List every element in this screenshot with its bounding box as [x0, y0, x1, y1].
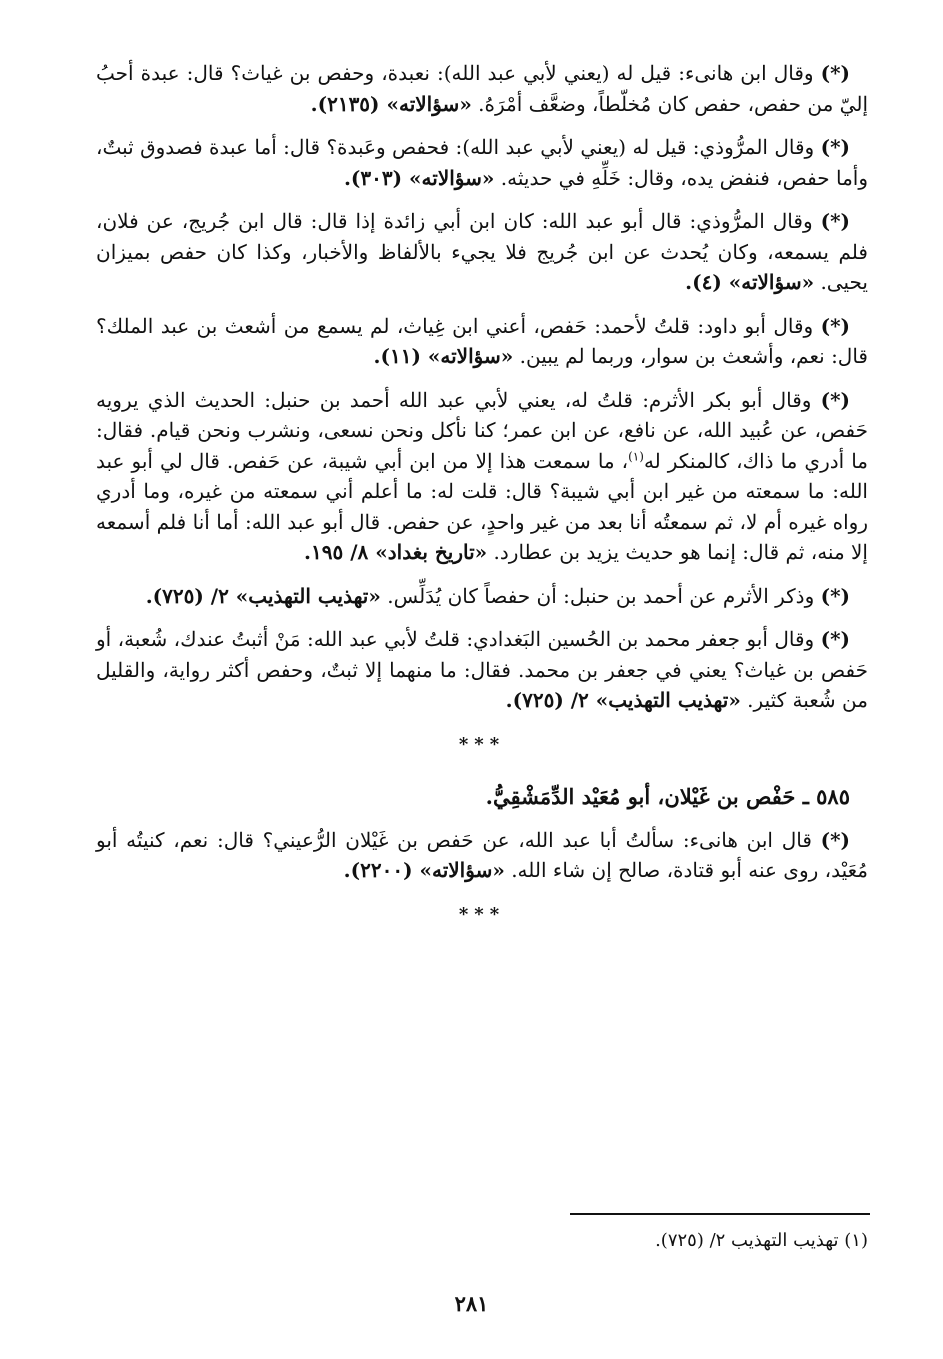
- section-separator: ***: [458, 733, 506, 755]
- paragraph-marker: (*): [820, 209, 850, 233]
- paragraph-marker: (*): [820, 827, 850, 852]
- paragraph-3: [96, 206, 868, 298]
- citation: «سؤالاته» (٤).: [685, 270, 815, 294]
- paragraph-text: وقال أبو داود: قلتُ لأحمد: حَفص، أعني ابن غِياث، لم يسمع من أشعث بن عبد الملك؟ قال: نعم، وأشعث بن سوار، وربما لم يبين.: [96, 313, 868, 368]
- citation: «سؤالاته» (١١).: [373, 344, 514, 368]
- paragraph-text: وذكر الأثرم عن أحمد بن حنبل: أن حفصاً كان يُدَلِّس.: [380, 583, 821, 608]
- citation: «سؤالاته» (٢١٣٥).: [310, 91, 472, 116]
- paragraph-6: [96, 581, 868, 612]
- paragraph-1: [96, 58, 868, 119]
- entry-heading: ٥٨٥ ـ حَفْص بن غَيْلان، أبو مُعَيْد الدِّمَشْقِيُّ.: [485, 784, 850, 809]
- paragraph-text: وقال أبو بكر الأثرم: قلتُ له، يعني لأبي عبد الله أحمد بن حنبل: الحديث الذي يرويه حَفص، عن عُبيد الله، عن نافع، عن ابن عمر؛ كنا نأكل ونحن نسعى، ونشرب ونحن قيام. فقال: ما أدري ما ذاك، كالمنكر له: [96, 387, 869, 473]
- citation: «سؤالاته» (٢٢٠٠).: [343, 858, 505, 882]
- paragraph-2: [96, 132, 868, 193]
- paragraph-5: [96, 385, 868, 568]
- paragraph-marker: (*): [820, 387, 850, 412]
- citation: «تاريخ بغداد» ٨/ ١٩٥.: [304, 540, 488, 564]
- paragraph-text: وقال المرُّوذي: قيل له (يعني لأبي عبد الله): فحفص وعَبدة؟ قال: أما عبدة فصدوق ثبتٌ، وأما حفص، فنفض يده، وقال: خَلِّهِ في حديثه.: [96, 135, 868, 190]
- main-text: [96, 58, 868, 952]
- citation: «تهذيب التهذيب» ٢/ (٧٢٥).: [145, 583, 381, 608]
- paragraph-marker: (*): [820, 583, 850, 608]
- paragraph-4: [96, 311, 868, 372]
- paragraph-marker: (*): [820, 313, 850, 338]
- footnote: (١) تهذيب التهذيب ٢/ (٧٢٥).: [655, 1230, 868, 1251]
- paragraph-marker: (*): [820, 627, 850, 651]
- paragraph-text: وقال ابن هانىء: قيل له (يعني لأبي عبد الله): نعبدة، وحفص بن غياث؟ قال: عبدة أحبُ إليّ من حفص، حفص كان مُخلّطاً، وضعَّف أمْرَهُ.: [96, 61, 868, 116]
- entry-paragraph: [96, 825, 868, 886]
- paragraph-7: [96, 624, 868, 716]
- citation: «سؤالاته» (٣٠٣).: [343, 165, 495, 190]
- page-number: ٢٨١: [454, 1291, 489, 1316]
- paragraph-text: وقال أبو جعفر محمد بن الحُسين البَغدادي: قلتُ لأبي عبد الله: مَنْ أثبتُ عندك، شُعبة، أو حَفص بن غياث؟ يعني في جعفر بن محمد. فقال: ما منهما إلا ثبتٌ، وحفص أكثر رواية، والقليل من شُعبة كثير.: [96, 627, 868, 712]
- footnote-divider: [570, 1213, 870, 1215]
- citation: «تهذيب التهذيب» ٢/ (٧٢٥).: [505, 688, 741, 712]
- paragraph-text: وقال المرُّوذي: قال أبو عبد الله: كان ابن أبي زائدة إذا قال: قال ابن جُريج، عن فلان، فلم يسمعه، وكان يُحدث عن ابن جُريج فلا يجيء بالألفاظ والأخبار، وكذا كان حفص بميزان يحيى.: [96, 209, 868, 294]
- paragraph-text-continued: ، ما سمعت هذا إلا من ابن أبي شيبة، عن حَفص. قال لي أبو عبد الله: ما سمعته من غير ابن أبي شيبة؟ قال: قلت له: ما أعلم أني سمعته من غيره، وما أدري رواه غيره أم لا، ثم سمعتُه أنا بعد من غير واحدٍ، عن حفص. قال أبو عبد الله: أما أنا فلم أسمعه إلا منه، ثم قال: إنما هو حديث يزيد بن عطارد.: [96, 448, 868, 564]
- section-separator-end: ***: [458, 903, 506, 925]
- paragraph-text: قال ابن هانىء: سألتُ أبا عبد الله، عن حَفص بن غَيْلان الرُّعيني؟ قال: نعم، كنيتُه أبو مُعَيْد، روى عنه أبو قتادة، صالح إن شاء الله.: [96, 827, 868, 882]
- paragraph-marker: (*): [820, 135, 850, 159]
- paragraph-marker: (*): [820, 61, 850, 85]
- footnote-reference: (١): [628, 448, 644, 463]
